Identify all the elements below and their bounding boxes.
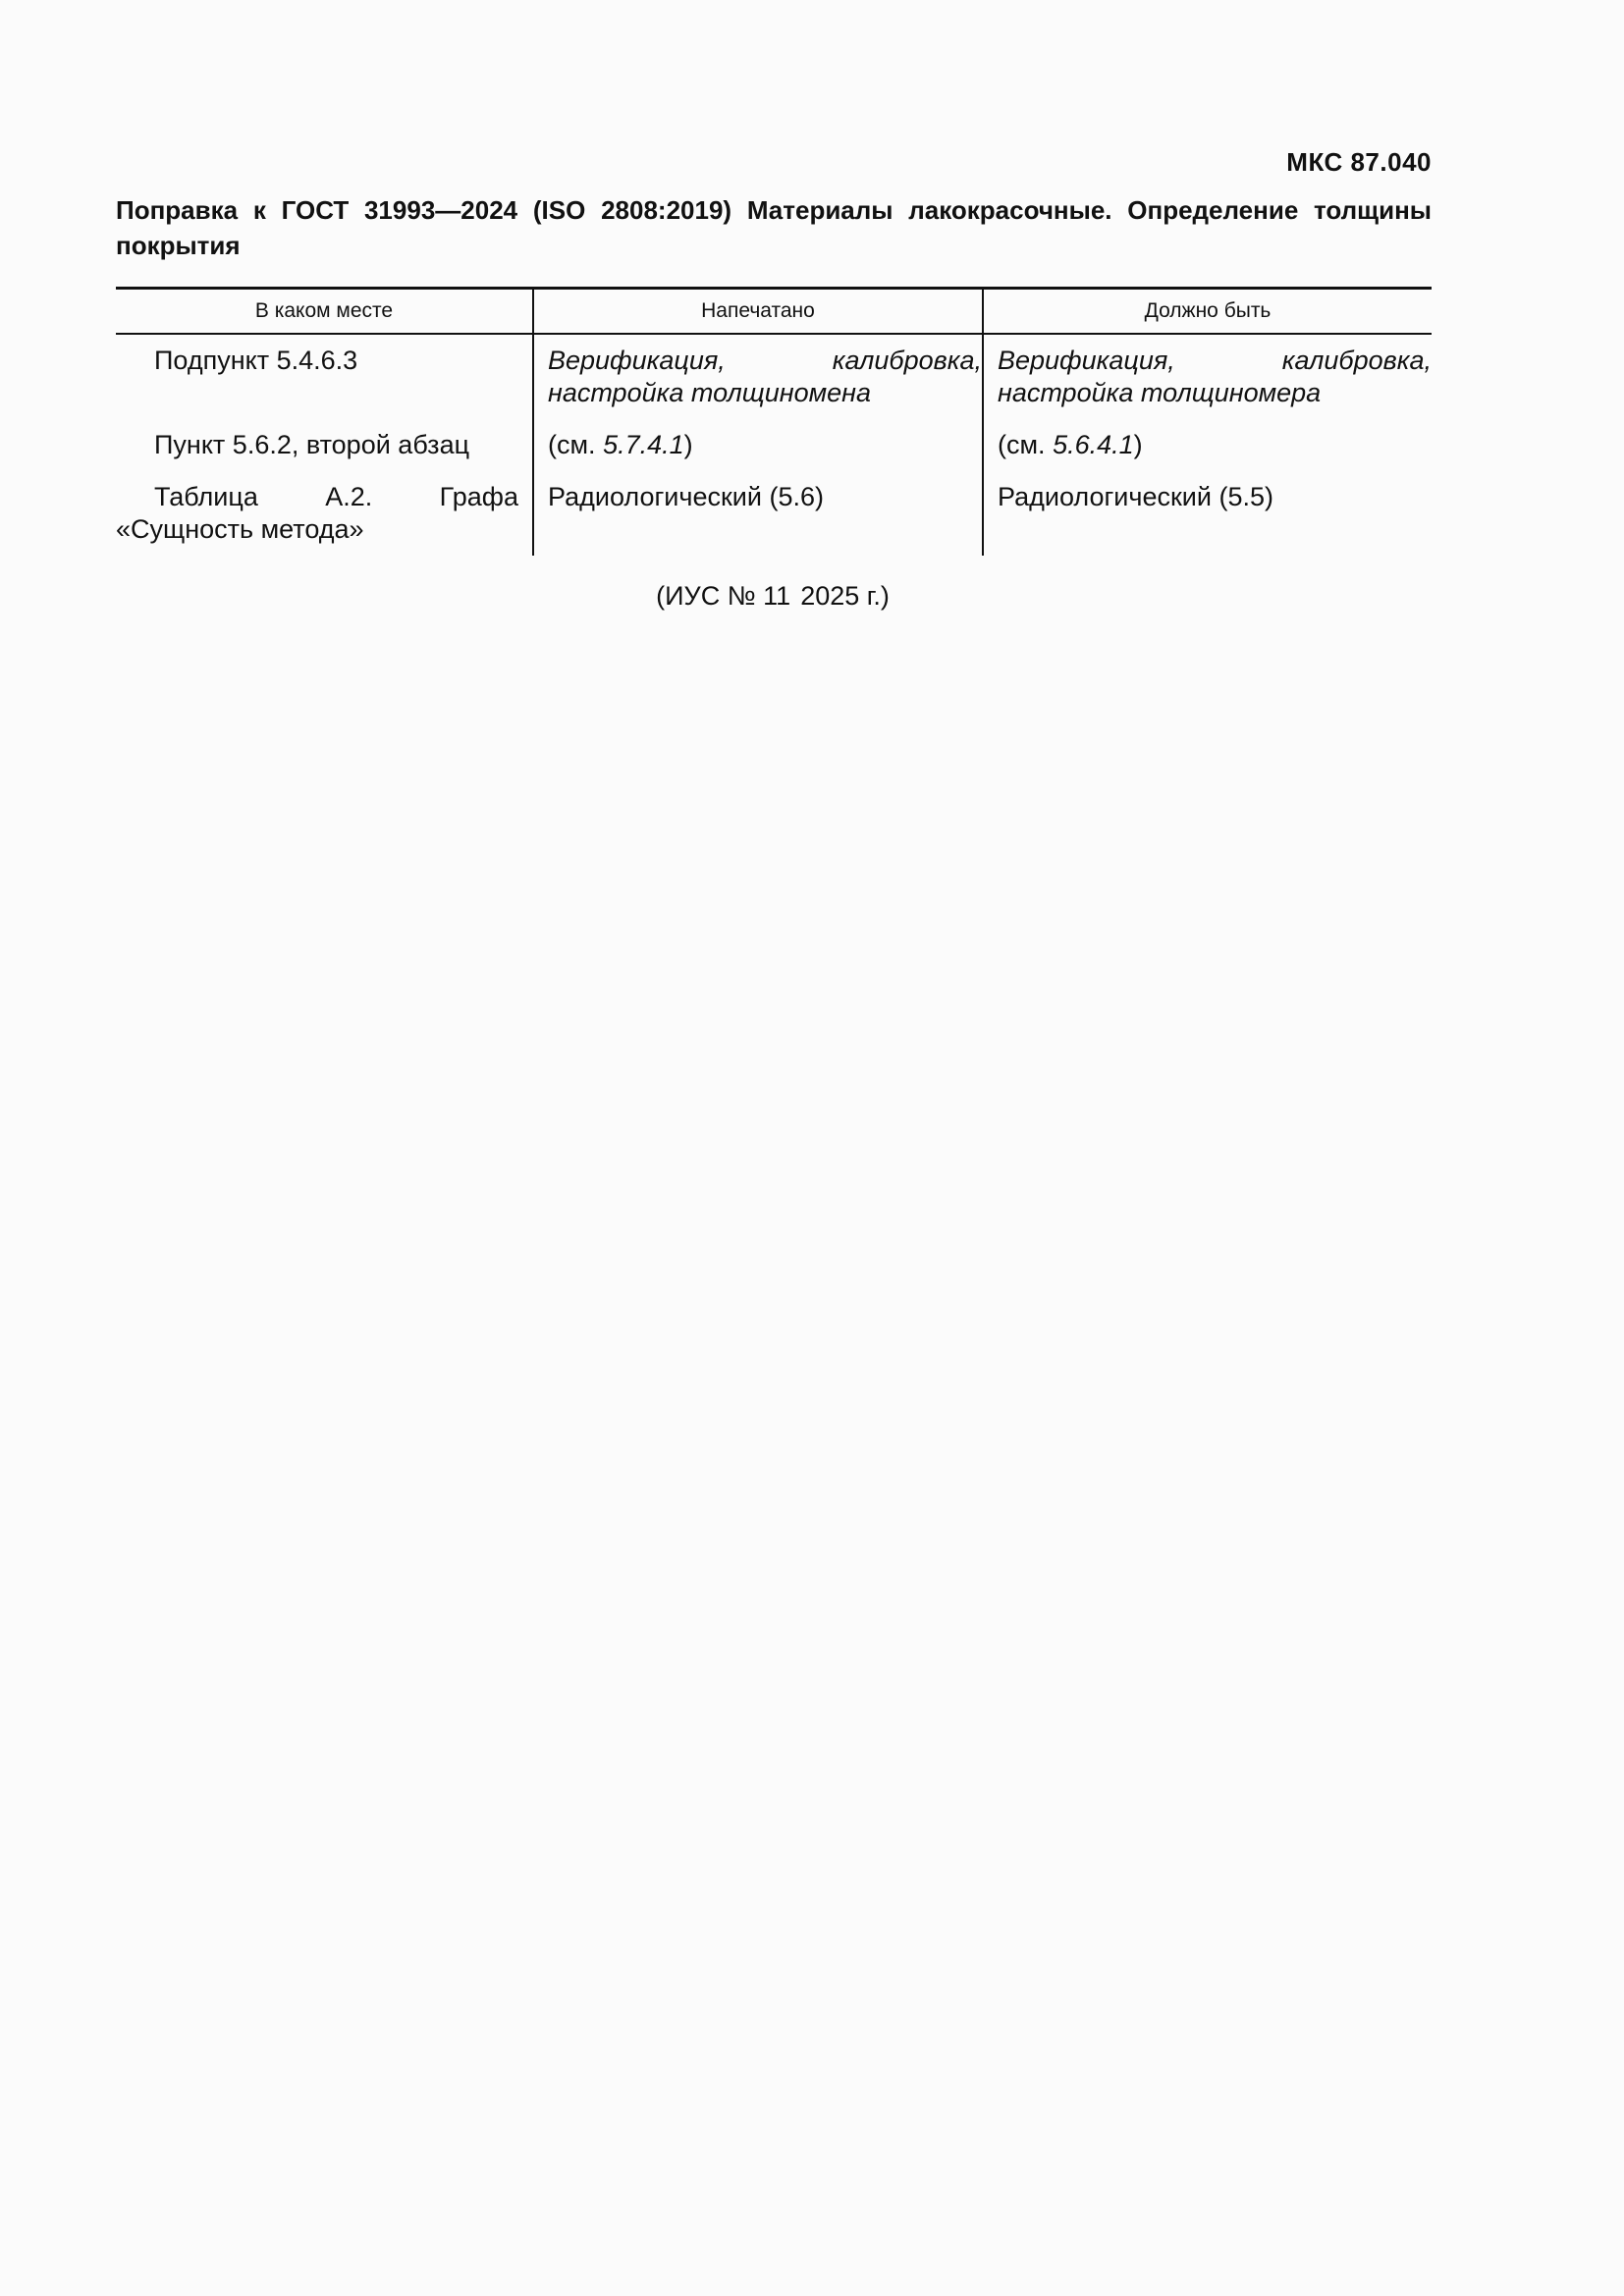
publication-year: 2025 г.): [800, 581, 890, 611]
table-header-row: [116, 289, 1432, 335]
cell-printed: Верификация, калибровка, настройка толщиномена: [533, 334, 983, 419]
cell-should-ref: 5.6.4.1: [1053, 430, 1134, 459]
table-row: [116, 471, 1432, 556]
table-row: [116, 334, 1432, 419]
header-should-be: Должно быть: [983, 289, 1432, 335]
cell-printed: Радиологический (5.6): [533, 471, 983, 556]
amendment-table: [116, 287, 1432, 556]
cell-printed: [533, 419, 983, 471]
cell-should-be: [983, 419, 1432, 471]
mks-code: МКС 87.040: [1286, 147, 1432, 177]
cell-printed-ref: 5.7.4.1: [603, 430, 684, 459]
cell-should-suffix: ): [1133, 430, 1143, 459]
document-title: Поправка к ГОСТ 31993—2024 (ISO 2808:2019) Материалы лакокрасочные. Определение толщины покрытия: [116, 195, 1432, 260]
publication-source: [0, 581, 1545, 612]
cell-printed-prefix: (см.: [548, 430, 604, 459]
cell-should-be: Радиологический (5.5): [983, 471, 1432, 556]
cell-place: Таблица А.2. Графа «Сущность метода»: [116, 482, 518, 544]
cell-place: Пункт 5.6.2, второй абзац: [154, 430, 470, 459]
header-place: В каком месте: [254, 299, 394, 322]
table-row: [116, 419, 1432, 471]
cell-should-be: Верификация, калибровка, настройка толщиномера: [983, 334, 1432, 419]
cell-should-prefix: (см.: [998, 430, 1054, 459]
publication-issue: (ИУС № 11: [656, 581, 791, 611]
header-printed: Напечатано: [533, 289, 983, 335]
cell-place: Подпункт 5.4.6.3: [154, 346, 358, 375]
cell-printed-suffix: ): [683, 430, 693, 459]
